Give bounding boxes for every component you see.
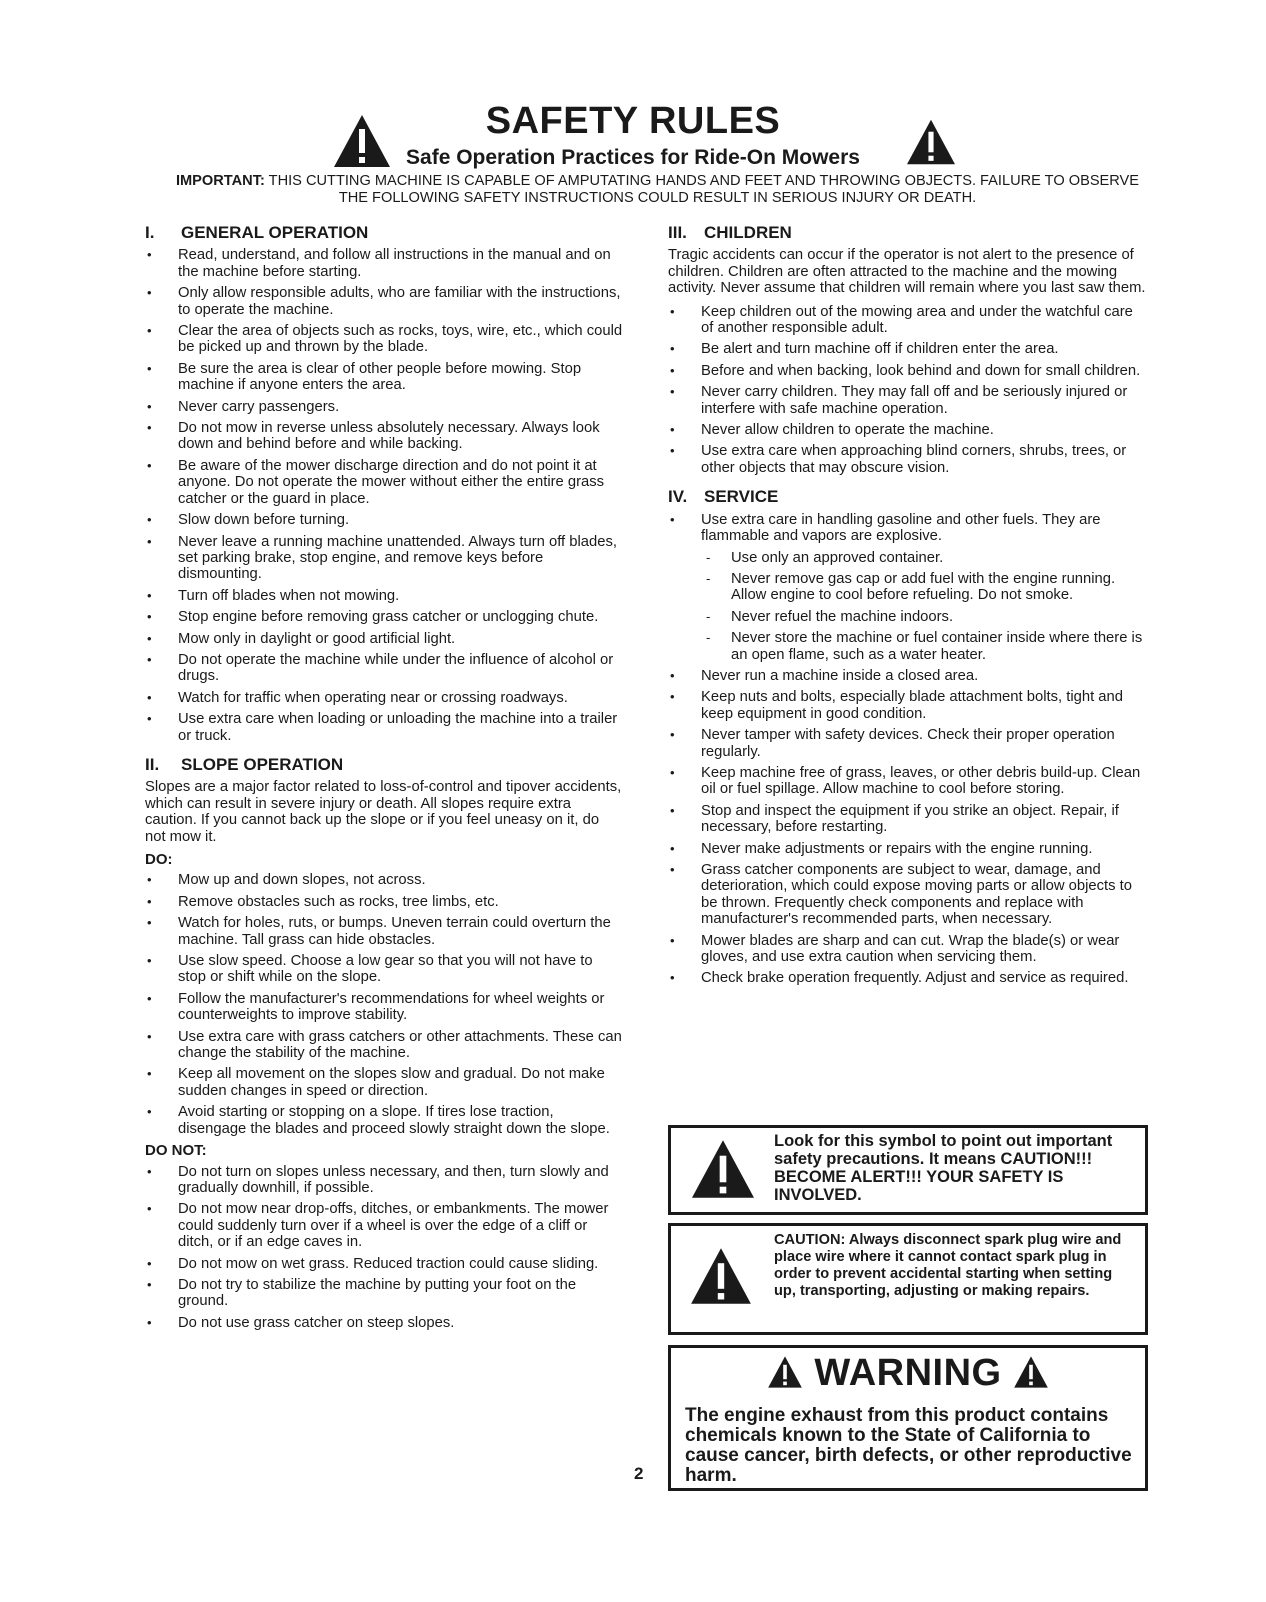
list-item: • Do not try to stabilize the machine by putting your foot on the ground. [145,1277,623,1310]
list-item: • Stop engine before removing grass catcher or unclogging chute. [145,609,623,625]
warning-triangle-icon [689,1246,753,1311]
list-item: • Do not mow on wet grass. Reduced traction could cause sliding. [145,1256,623,1272]
list-item: • Do not turn on slopes unless necessary, and then, turn slowly and gradually downhill, if possible. [145,1164,623,1197]
page-number: 2 [634,1464,644,1483]
section-heading-general: I. GENERAL OPERATION [145,223,369,242]
list-item: • Never leave a running machine unattended. Always turn off blades, set parking brake, stop engine, and remove keys before dismounting. [145,534,623,583]
service-list [668,512,1148,987]
list-item: • Use extra care when loading or unloading the machine into a trailer or truck. [145,711,623,744]
list-item: • Keep all movement on the slopes slow and gradual. Do not make sudden changes in speed or direction. [145,1066,623,1099]
safety-symbol-notice [668,1125,1148,1215]
list-subitem: - Never store the machine or fuel container inside where there is an open flame, such as a water heater. [668,630,1148,663]
list-item: • Be alert and turn machine off if children enter the area. [668,341,1148,357]
list-item: • Follow the manufacturer's recommendations for wheel weights or counterweights to improve stability. [145,991,623,1024]
children-intro: Tragic accidents can occur if the operator is not alert to the presence of children. Children are often attracted to the machine and the mowing activity. Never assume that children will remain where you last saw them. [668,247,1146,297]
list-item: • Do not use grass catcher on steep slopes. [145,1315,623,1331]
list-item: • Clear the area of objects such as rocks, toys, wire, etc., which could be picked up and thrown by the blade. [145,323,623,356]
warning-triangle-icon [1013,1355,1049,1399]
general-list [145,247,623,744]
warning-text: The engine exhaust from this product contains chemicals known to the State of California to cause cancer, birth defects, or other reproductive harm. [685,1405,1132,1486]
list-item: • Stop and inspect the equipment if you strike an object. Repair, if necessary, before restarting. [668,803,1148,836]
section-heading-children: III. CHILDREN [668,223,792,242]
list-item: • Use slow speed. Choose a low gear so that you will not have to stop or shift while on the slope. [145,953,623,986]
list-item: • Never run a machine inside a closed area. [668,668,1148,684]
list-item: • Check brake operation frequently. Adjust and service as required. [668,970,1148,986]
list-item: • Slow down before turning. [145,512,623,528]
list-item: • Never make adjustments or repairs with the engine running. [668,841,1148,857]
right-column [668,225,1148,992]
list-item: • Do not operate the machine while under the influence of alcohol or drugs. [145,652,623,685]
list-subitem: - Use only an approved container. [668,550,1148,566]
notice-text: Look for this symbol to point out important safety precautions. It means CAUTION!!! BECOME ALERT!!! YOUR SAFETY IS INVOLVED. [774,1132,1113,1204]
list-item: • Read, understand, and follow all instructions in the manual and on the machine before starting. [145,247,623,280]
slope-intro: Slopes are a major factor related to loss-of-control and tipover accidents, which can result in severe injury or death. All slopes require extra caution. If you cannot back up the slope or if you feel uneasy on it, do not mow it. [145,779,622,845]
list-item: • Use extra care in handling gasoline and other fuels. They are flammable and vapors are explosive. [668,512,1148,545]
list-item: • Avoid starting or stopping on a slope. If tires lose traction, disengage the blades and proceed slowly straight down the slope. [145,1104,623,1137]
list-item: • Do not mow near drop-offs, ditches, or embankments. The mower could suddenly turn over if a wheel is over the edge of a cliff or ditch, or if an edge caves in. [145,1201,623,1250]
list-item: • Watch for traffic when operating near or crossing roadways. [145,690,623,706]
list-item: • Mower blades are sharp and can cut. Wrap the blade(s) or wear gloves, and use extra caution when servicing them. [668,933,1148,966]
list-item: • Keep nuts and bolts, especially blade attachment bolts, tight and keep equipment in good condition. [668,689,1148,722]
section-heading-service: IV. SERVICE [668,487,779,507]
list-item: • Watch for holes, ruts, or bumps. Uneven terrain could overturn the machine. Tall grass can hide obstacles. [145,915,623,948]
list-subitem: - Never remove gas cap or add fuel with the engine running. Allow engine to cool before refueling. Do not smoke. [668,571,1148,604]
warning-triangle-icon [905,118,957,171]
list-item: • Use extra care when approaching blind corners, shrubs, trees, or other objects that may obscure vision. [668,443,1148,476]
page-title: SAFETY RULES [485,100,781,142]
list-item: • Do not mow in reverse unless absolutely necessary. Always look down and behind before and while backing. [145,420,623,453]
caution-text: CAUTION: Always disconnect spark plug wire and place wire where it cannot contact spark plug in order to prevent accidental starting when setting up, transporting, adjusting or making repairs. [774,1232,1122,1299]
warning-triangle-icon [689,1138,757,1205]
list-item: • Be aware of the mower discharge direction and do not point it at anyone. Do not operate the mower without either the entire grass catcher or the guard in place. [145,458,623,507]
list-item: • Never carry passengers. [145,399,623,415]
do-not-list [145,1164,623,1332]
list-item: • Keep machine free of grass, leaves, or other debris build-up. Clean oil or fuel spillage. Allow machine to cool before storing. [668,765,1148,798]
list-subitem: - Never refuel the machine indoors. [668,609,1148,625]
list-item: • Turn off blades when not mowing. [145,588,623,604]
important-text: THIS CUTTING MACHINE IS CAPABLE OF AMPUTATING HANDS AND FEET AND THROWING OBJECTS. FAILURE TO OBSERVE THE FOLLOWING SAFETY INSTRUCTIONS COULD RESULT IN SERIOUS INJURY OR DEATH. [268,173,1140,206]
list-item: • Never allow children to operate the machine. [668,422,1148,438]
do-not-label: DO NOT: [145,1142,207,1160]
section-heading-slope: II. SLOPE OPERATION [145,754,344,774]
warning-triangle-icon [767,1355,803,1399]
warning-notice [668,1345,1148,1491]
do-label: DO: [145,851,173,868]
important-notice [165,173,1150,207]
list-item: • Keep children out of the mowing area and under the watchful care of another responsible adult. [668,304,1148,337]
list-item: • Mow only in daylight or good artificial light. [145,631,623,647]
left-column [145,225,623,1336]
caution-notice [668,1223,1148,1335]
list-item: • Only allow responsible adults, who are familiar with the instructions, to operate the machine. [145,285,623,318]
warning-heading [671,1352,1145,1399]
list-item: • Mow up and down slopes, not across. [145,872,623,888]
list-item: • Be sure the area is clear of other people before mowing. Stop machine if anyone enters the area. [145,361,623,394]
list-item: • Never tamper with safety devices. Check their proper operation regularly. [668,727,1148,760]
page-subtitle: Safe Operation Practices for Ride-On Mowers [406,146,860,169]
list-item: • Use extra care with grass catchers or other attachments. These can change the stability of the machine. [145,1029,623,1062]
list-item: • Grass catcher components are subject to wear, damage, and deterioration, which could expose moving parts or allow objects to be thrown. Frequently check components and replace with manufacturer's recommended parts, when necessary. [668,862,1148,928]
list-item: • Never carry children. They may fall off and be seriously injured or interfere with safe machine operation. [668,384,1148,417]
list-item: • Remove obstacles such as rocks, tree limbs, etc. [145,894,623,910]
do-list [145,872,623,1137]
children-list [668,304,1148,477]
important-label: IMPORTANT: [175,173,265,189]
warning-heading-text: WARNING [814,1352,1002,1394]
list-item: • Before and when backing, look behind and down for small children. [668,363,1148,379]
